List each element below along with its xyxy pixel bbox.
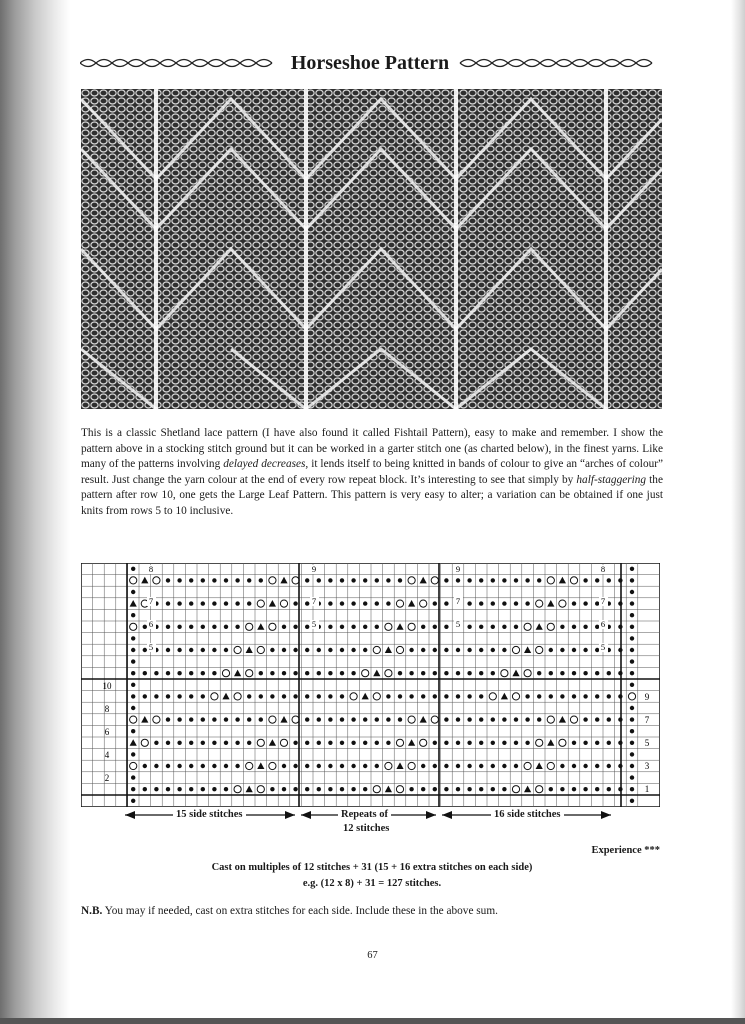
knitting-chart: [81, 563, 660, 807]
row-number-right: 5: [644, 738, 650, 748]
lace-swatch-photo: [81, 89, 662, 409]
repeat-count: 7: [311, 596, 317, 606]
repeat-count: 7: [600, 596, 606, 606]
row-number-right: 3: [644, 761, 650, 771]
cast-on-instructions: Cast on multiples of 12 stitches + 31 (15 + 16 extra stitches on each side) e.g. (12 x 8) + 31 = 127 stitches.: [211, 862, 533, 889]
repeat-count: 5: [455, 619, 461, 629]
row-number-left: 4: [104, 750, 110, 760]
row-number-right: 7: [644, 715, 650, 725]
repeat-label-line1: Repeats of: [338, 809, 391, 821]
book-spine-shadow: [0, 0, 70, 1024]
stitch-count-arrows: [81, 806, 660, 840]
row-number-left: 10: [102, 681, 112, 691]
repeat-count: 5: [148, 642, 154, 652]
repeat-count: 5: [600, 642, 606, 652]
row-number-left: 8: [104, 704, 110, 714]
left-side-label: 15 side stitches: [173, 809, 246, 821]
repeat-count: 5: [311, 619, 317, 629]
repeat-count: 8: [600, 564, 606, 574]
row-number-right: 9: [644, 692, 650, 702]
repeat-count: 8: [148, 564, 154, 574]
page-header: [80, 48, 660, 82]
repeat-label-line2: 12 stitches: [340, 823, 392, 835]
repeat-count: 6: [600, 619, 606, 629]
repeat-count: 9: [311, 564, 317, 574]
repeat-count: 9: [455, 564, 461, 574]
row-number-right: 1: [644, 784, 650, 794]
row-number-left: 2: [104, 773, 110, 783]
repeat-count: 7: [148, 596, 154, 606]
row-number-left: 6: [104, 727, 110, 737]
page-title: Horseshoe Pattern: [283, 52, 457, 74]
right-side-label: 16 side stitches: [491, 809, 564, 821]
intro-paragraph: This is a classic Shetland lace pattern (I have also found it called Fishtail Pattern), easy to make and remember. I show the pattern above in a stocking stitch ground but it can be worked in a garter stitch one (as charted below), in the finest yarns. Like many of the patterns involving delayed decreases, it lends itself to being knitted in bands of colour to give an “arches of colour” result. Just change the yarn colour at the end of every row repeat block. It’s interesting to see that simply by half-staggering the pattern after row 10, one gets the Large Leaf Pattern. This pattern is very easy to alter; a variation can be obtained if one just knits from rows 5 to 10 inclusive.: [81, 427, 664, 517]
page-edge: [731, 0, 745, 1024]
page-bottom-edge: [0, 1018, 745, 1024]
repeat-count: 6: [148, 619, 154, 629]
repeat-count: 7: [455, 596, 461, 606]
nb-note: N.B. You may if needed, cast on extra stitches for each side. Include these in the above sum.: [81, 905, 498, 917]
experience-rating: Experience ***: [591, 845, 660, 856]
page-number: 67: [367, 950, 378, 961]
